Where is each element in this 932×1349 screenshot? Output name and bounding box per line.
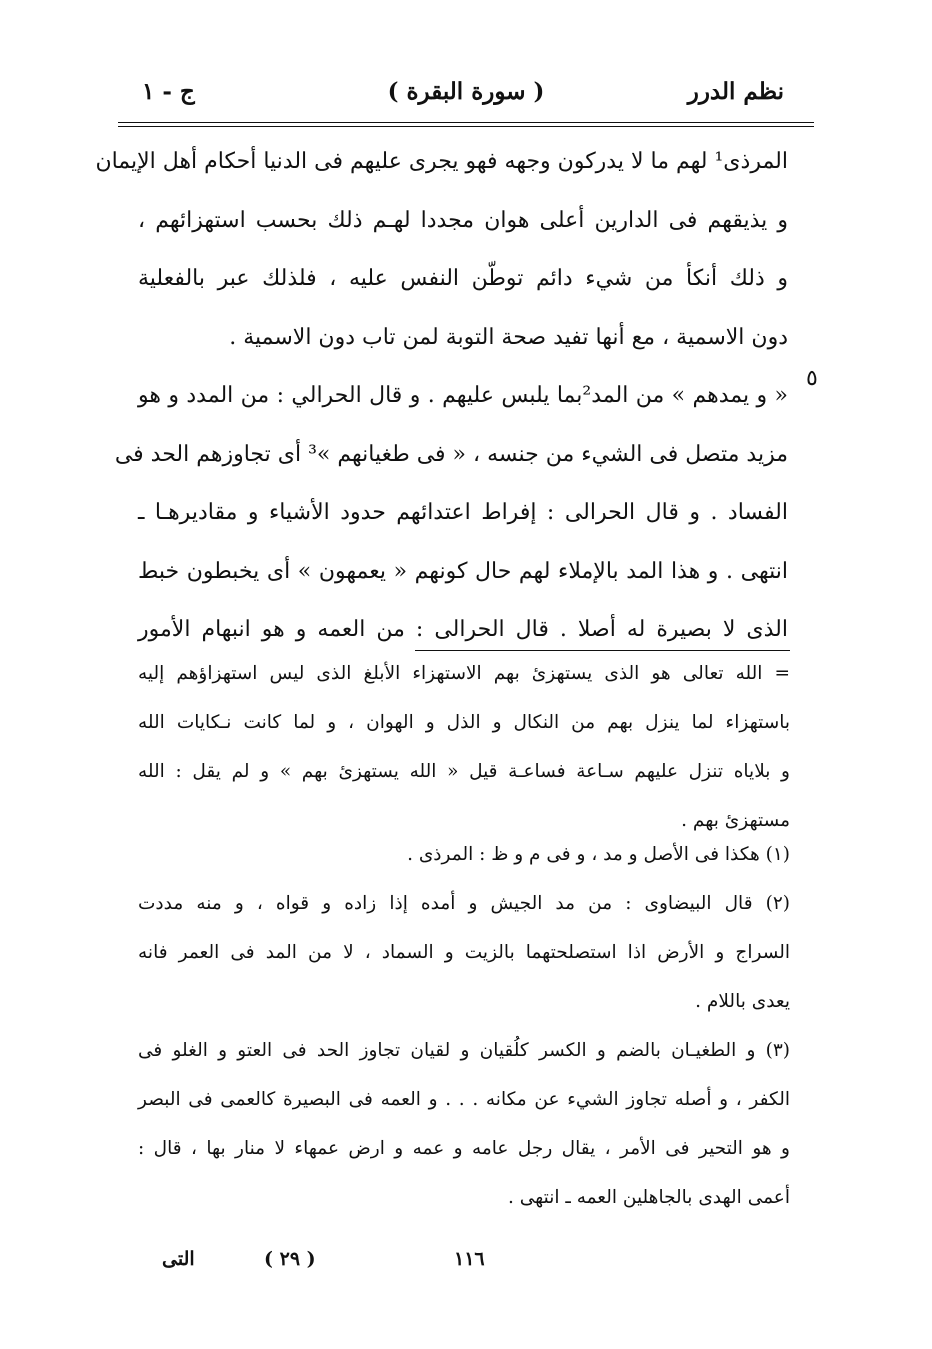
text-line: المرذى¹ لهم ما لا يدركون وجهه فهو يجرى عليهم فى الدنيا أحكام أهل الإيمان bbox=[95, 149, 788, 174]
part-number: ( ٢٩ ) bbox=[264, 1248, 316, 1270]
footnote-1: (١) هكذا فى الأصل و مد ، و فى م و ظ : المرذى . bbox=[407, 844, 790, 865]
continued-note-line: = الله تعالى هو الذى يستهزئ بهم الاستهزاء الأبلغ الذى ليس استهزاؤهم إليه bbox=[138, 663, 790, 684]
text-line: و يذيقهم فى الدارين أعلى هوان مجددا لهـم ذلك بحسب استهزائهم ، bbox=[138, 207, 788, 233]
margin-line-number: ٥ bbox=[806, 366, 818, 391]
text-line: الذى لا بصيرة له أصلا . قال الحرالى : من العمه و هو انبهام الأمور bbox=[138, 617, 788, 642]
running-header bbox=[118, 78, 814, 114]
surah-title: ( سورة البقرة ) bbox=[387, 78, 545, 105]
footnote-2-line: يعدى باللام . bbox=[695, 991, 790, 1012]
footnote-3-line: أعمى الهدى بالجاهلين العمه ـ انتهى . bbox=[507, 1187, 790, 1208]
continued-note-line: مستهزئ بهم . bbox=[681, 810, 790, 831]
footnote-2-line: السراج و الأرض اذا استصلحتهما بالزيت و السماد ، لا من المد فى العمر فانه bbox=[138, 942, 790, 963]
main-text bbox=[95, 140, 788, 667]
text-line: مزيد متصل فى الشيء من جنسه ، « فى طغيانهم »³ أى تجاوزهم الحد فى bbox=[114, 441, 788, 467]
continued-note-line: باستهزاء لما ينزل بهم من النكال و الذل و الهوان ، و لما كانت نـكايات الله bbox=[138, 712, 790, 733]
continued-note-line: و بلاياه تنزل عليهم سـاعة فساعـة قيل « الله يستهزئ بهم » و لم يقل : الله bbox=[138, 761, 790, 782]
footnote-3: (٣) و الطغيـان بالضم و الكسر كلُقيان و لقيان تجاوز الحد فى العتو و الغلو فى bbox=[138, 1040, 790, 1061]
footnote-separator bbox=[415, 650, 790, 651]
page-number: ١١٦ bbox=[454, 1248, 485, 1270]
footnotes-area bbox=[138, 654, 790, 1227]
book-title: نظم الدرر bbox=[687, 78, 784, 105]
text-line: « و يمدهم » من المد²بما يلبس عليهم . و قال الحرالي : من المدد و هو bbox=[138, 383, 788, 408]
text-line: انتهى . و هذا المد بالإملاء لهم حال كونهم « يعمهون » أى يخبطون خبط bbox=[138, 558, 788, 584]
footnote-3-line: و هو التحير فى الأمر ، يقال رجل عامه و عمه و ارض عمهاء لا منار بها ، قال : bbox=[138, 1138, 790, 1159]
footnote-2: (٢) قال البيضاوى : من مد الجيش و أمده إذا زاده و قواه ، و منه مددت bbox=[138, 893, 790, 914]
text-line: و ذلك أنكأ من شيء دائم توطّن النفس عليه ، فلذلك عبر بالفعلية bbox=[138, 266, 788, 291]
page-footer bbox=[118, 1248, 814, 1280]
text-line: الفساد . و قال الحرالى : إفراط اعتدائهم حدود الأشياء و مقاديرهـا ـ bbox=[138, 500, 788, 525]
text-line: دون الاسمية ، مع أنها تفيد صحة التوبة لمن تاب دون الاسمية . bbox=[229, 324, 788, 350]
header-double-rule bbox=[118, 122, 814, 127]
catchword: التى bbox=[162, 1248, 195, 1270]
footnote-3-line: الكفر ، و أصله تجاوز الشيء عن مكانه . . . و العمه فى البصيرة كالعمى فى البصر bbox=[138, 1089, 790, 1110]
volume-label: ج - ١ bbox=[142, 78, 195, 105]
